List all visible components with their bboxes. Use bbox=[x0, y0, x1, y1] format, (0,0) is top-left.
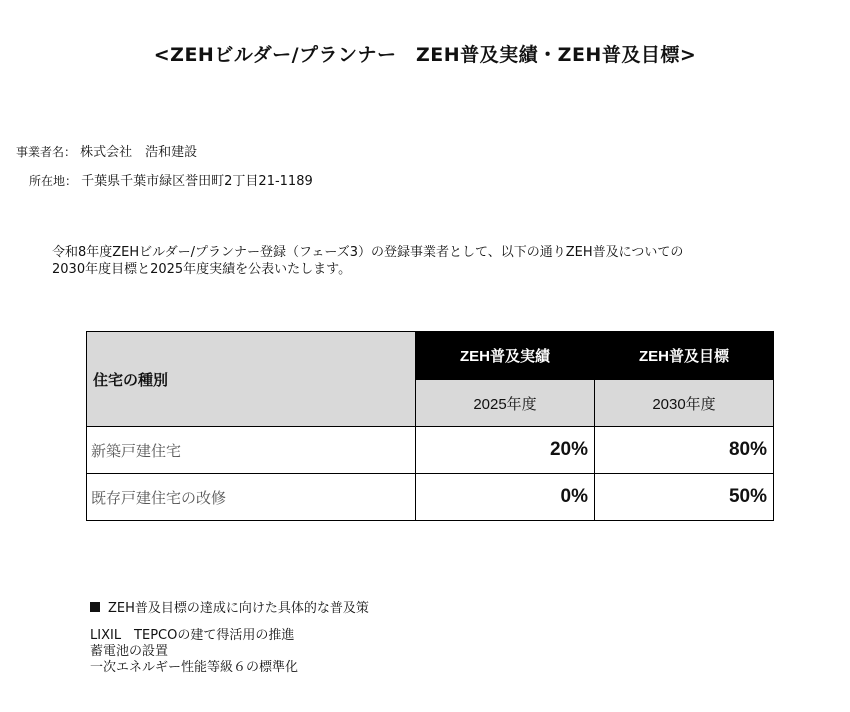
address: 千葉県千葉市緑区誉田町2丁目21-1189 bbox=[81, 174, 313, 189]
intro-text bbox=[52, 244, 812, 278]
type-header: 住宅の種別 bbox=[87, 332, 416, 427]
address-label: 所在地： bbox=[29, 174, 78, 188]
target-header: ZEH普及目標 bbox=[595, 332, 774, 380]
target-value: 80% bbox=[595, 427, 774, 474]
list-item: LIXIL TEPCOの建て得活用の推進 bbox=[90, 628, 295, 643]
measures-section bbox=[90, 597, 369, 676]
measures-heading: ZEH普及目標の達成に向けた具体的な普及策 bbox=[108, 601, 369, 616]
actual-value: 0% bbox=[416, 474, 595, 521]
target-year: 2030年度 bbox=[595, 380, 774, 427]
table-row bbox=[87, 474, 774, 521]
address-row bbox=[29, 170, 313, 189]
measures-heading-row bbox=[90, 597, 369, 616]
actual-year: 2025年度 bbox=[416, 380, 595, 427]
intro-line-1: 令和8年度ZEHビルダー/プランナー登録（フェーズ3）の登録事業者として、以下の通りZEH普及についての bbox=[52, 245, 684, 260]
square-bullet-icon bbox=[90, 602, 100, 612]
actual-header: ZEH普及実績 bbox=[416, 332, 595, 380]
intro-line-2: 2030年度目標と2025年度実績を公表いたします。 bbox=[52, 262, 352, 277]
row-label: 新築戸建住宅 bbox=[87, 427, 416, 474]
target-value: 50% bbox=[595, 474, 774, 521]
list-item: 一次エネルギー性能等級６の標準化 bbox=[90, 660, 299, 675]
company-name-row bbox=[16, 141, 197, 160]
company-name: 株式会社 浩和建設 bbox=[80, 145, 198, 160]
table-row bbox=[87, 427, 774, 474]
company-name-label: 事業者名： bbox=[16, 145, 77, 159]
actual-value: 20% bbox=[416, 427, 595, 474]
row-label: 既存戸建住宅の改修 bbox=[87, 474, 416, 521]
zeh-table bbox=[86, 331, 774, 521]
list-item: 蓄電池の設置 bbox=[90, 644, 169, 659]
page-title: <ZEHビルダー/プランナー ZEH普及実績・ZEH普及目標> bbox=[153, 44, 697, 66]
